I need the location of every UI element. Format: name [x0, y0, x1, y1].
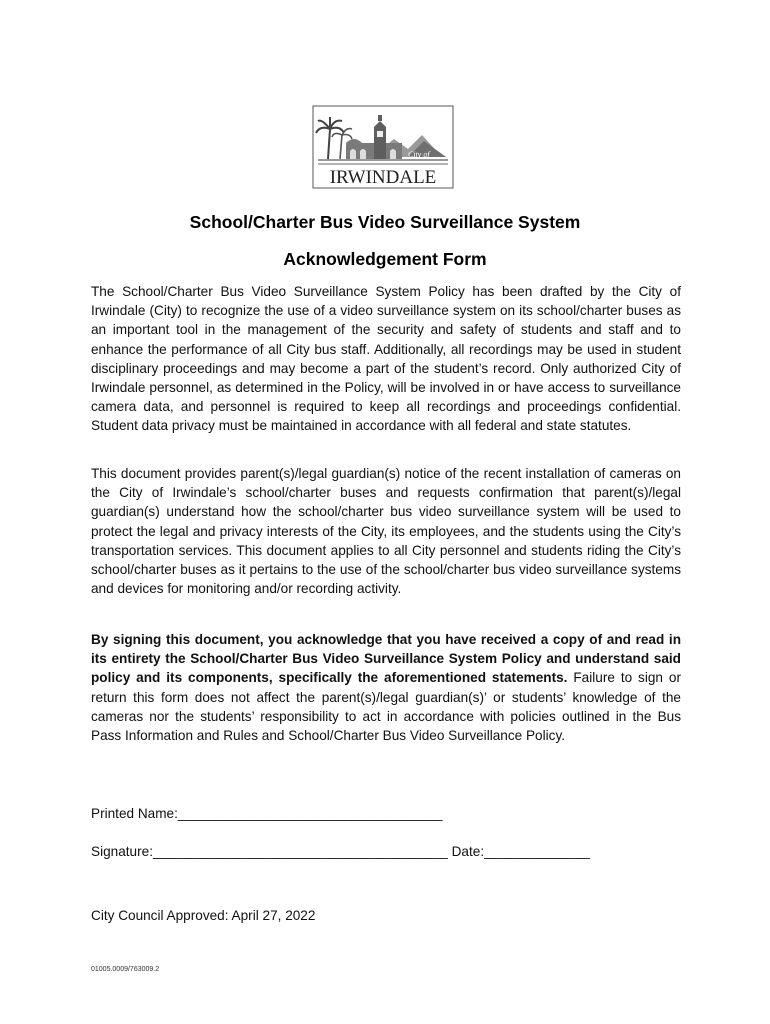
signature-date-row	[91, 844, 590, 859]
printed-name-field[interactable]: Printed Name:___________________________________	[91, 806, 443, 821]
logo-city-of-text: City of	[408, 150, 430, 159]
paragraph-2: This document provides parent(s)/legal guardian(s) notice of the recent installation of cameras on the City of Irwindale’s school/charter buses and requests confirmation that parent(s)/legal guardian(s) understand how the school/charter bus video surveillance system will be used to protect the legal and privacy interests of the City, its employees, and the students using the City’s transportation services. This document applies to all City personnel and students riding the City’s school/charter buses as it pertains to the use of the school/charter bus video surveillance systems and devices for monitoring and/or recording activity.	[91, 466, 681, 597]
signature-field[interactable]: Signature:_______________________________________	[91, 844, 448, 859]
logo-name-text: IRWINDALE	[329, 167, 437, 188]
paragraph-3-bold: By signing this document, you acknowledge that you have received a copy of and read in its entirety the School/Charter Bus Video Surveillance System Policy and understand said policy and its components, specifically the aforementioned statements.	[91, 632, 681, 686]
paragraph-3	[91, 630, 681, 745]
title-line-2: Acknowledgement Form	[283, 249, 487, 269]
date-field[interactable]: Date:______________	[447, 844, 590, 859]
city-of-irwindale-logo	[312, 105, 454, 189]
council-approval: City Council Approved: April 27, 2022	[91, 908, 316, 923]
paragraph-3-rest: Failure to sign or return this form does not affect the parent(s)/legal guardian(s)’ or students’ knowledge of the cameras nor the students’ responsibility to act in accordance with policies outlined in the Bus Pass Information and Rules and School/Charter Bus Video Surveillance Policy.	[91, 670, 681, 744]
paragraph-1: The School/Charter Bus Video Surveillance System Policy has been drafted by the City of Irwindale (City) to recognize the use of a video surveillance system on its school/charter buses as an important tool in the management of the security and safety of students and staff and to enhance the performance of all City bus staff. Additionally, all recordings may be used in student disciplinary proceedings and may become a part of the student’s record. Only authorized City of Irwindale personnel, as determined in the Policy, will be involved in or have access to surveillance camera data, and personnel is required to keep all recordings and proceedings confidential. Student data privacy must be maintained in accordance with all federal and state statutes.	[91, 284, 681, 434]
title-line-1: School/Charter Bus Video Surveillance System	[189, 212, 581, 232]
document-number: 01005.0009/763009.2	[91, 966, 160, 973]
